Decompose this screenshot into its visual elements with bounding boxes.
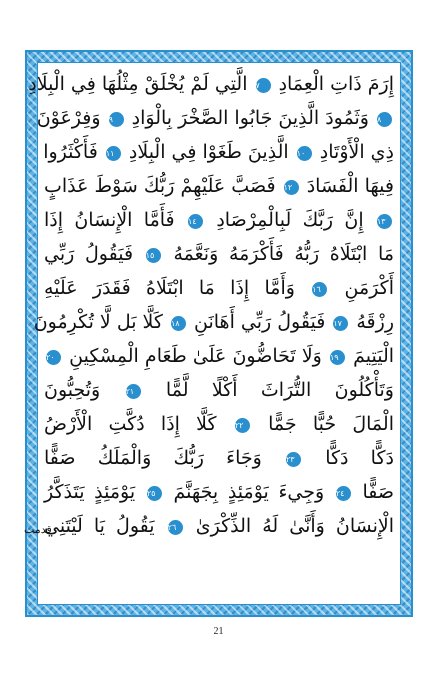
verse-text: يَقُولُ يَا لَيْتَنِي: [44, 515, 155, 537]
ayah-number-marker: ١٩: [330, 350, 345, 365]
text-line: [44, 169, 394, 203]
ayah-number-marker: ٢٥: [147, 486, 162, 501]
verse-text: وَأَمَّا إِذَا مَا ابْتَلَاهُ فَقَدَرَ عَلَيْهِ: [44, 277, 295, 299]
ayah-number-marker: ١٣: [377, 214, 392, 229]
ayah-number-marker: ١٧: [333, 316, 348, 331]
verse-text: صَفًّا: [362, 481, 395, 503]
ayah-number-marker: ٢٣: [286, 452, 301, 467]
text-line: [44, 407, 394, 441]
verse-text: فَأَمَّا الْإِنسَانُ إِذَا: [44, 209, 175, 231]
decorative-page-border: [25, 50, 413, 617]
verse-text: فَيَقُولُ رَبِّي: [44, 243, 134, 265]
verse-text: وَلَا تَحَاضُّونَ عَلَىٰ طَعَامِ الْمِسْكِينِ: [69, 345, 322, 367]
text-line: [33, 305, 394, 339]
text-line: [44, 475, 394, 509]
verse-text: الْيَتِيمَ: [353, 345, 395, 367]
ayah-number-marker: ١١: [106, 146, 121, 161]
text-line: [44, 237, 394, 271]
verse-text: كَلَّا إِذَا دُكَّتِ الْأَرْضُ: [44, 413, 217, 435]
text-panel: [28, 62, 401, 605]
verse-text: رِزْقَهُ: [356, 311, 394, 333]
text-line: [44, 441, 394, 475]
verse-text: دَكًّا دَكًّا: [325, 447, 394, 469]
verse-text: وَتَأْكُلُونَ التُّرَاثَ أَكْلًا لَّمًّا: [165, 379, 394, 401]
verse-text: مَا ابْتَلَاهُ رَبُّهُ فَأَكْرَمَهُ وَنَعَّمَهُ: [173, 243, 394, 265]
text-line: [28, 67, 394, 101]
verse-text: وَثَمُودَ الَّذِينَ جَابُوا الصَّخْرَ بِالْوَادِ: [131, 107, 369, 129]
catchword: قدمت: [24, 523, 52, 536]
ayah-number-marker: ٢١: [126, 384, 141, 399]
text-line: [44, 135, 394, 169]
verse-text: إِنَّ رَبَّكَ لَبِالْمِرْصَادِ: [216, 209, 364, 231]
verse-text: يَوْمَئِذٍ يَتَذَكَّرُ: [44, 481, 136, 503]
verse-text: الْإِنسَانُ وَأَنَّىٰ لَهُ الذِّكْرَىٰ: [195, 515, 395, 537]
text-line: [36, 101, 394, 135]
verse-text: وَفِرْعَوْنَ: [36, 107, 101, 129]
ayah-number-marker: ١٢: [284, 180, 299, 195]
text-line: [44, 339, 394, 373]
page-number: 21: [213, 626, 224, 637]
text-line: [44, 373, 394, 407]
ayah-number-marker: ١٥: [146, 248, 161, 263]
ayah-number-marker: ٢٦: [168, 520, 183, 535]
ayah-number-marker: ١٦: [312, 282, 327, 297]
verse-text: ذِي الْأَوْتَادِ: [319, 141, 394, 163]
verse-text: الَّتِي لَمْ يُخْلَقْ مِثْلُهَا فِي الْبِلَادِ: [28, 73, 248, 95]
verse-text: وَتُحِبُّونَ: [44, 379, 101, 401]
verse-text: وَجِيءَ يَوْمَئِذٍ بِجَهَنَّمَ: [173, 481, 325, 503]
verse-text: كَلَّا بَل لَّا تُكْرِمُونَ: [33, 311, 163, 333]
text-line: [44, 271, 394, 305]
verse-text: الَّذِينَ طَغَوْا فِي الْبِلَادِ: [128, 141, 289, 163]
ayah-number-marker: ٢٢: [235, 418, 250, 433]
ayah-number-marker: ١٠: [297, 146, 312, 161]
ayah-number-marker: ٢٠: [46, 350, 61, 365]
verse-text: إِرَمَ ذَاتِ الْعِمَادِ: [278, 73, 394, 95]
verse-text: أَكْرَمَنِ: [344, 277, 394, 299]
text-line: [44, 203, 394, 237]
verse-text: الْمَالَ حُبًّا جَمًّا: [268, 413, 394, 435]
verse-text: وَجَاءَ رَبُّكَ وَالْمَلَكُ صَفًّا: [44, 447, 262, 469]
verse-text: فَيَقُولُ رَبِّي أَهَانَنِ: [194, 311, 326, 333]
ayah-number-marker: ٢٤: [336, 486, 351, 501]
text-line: [44, 509, 394, 543]
ayah-number-marker: ٧: [256, 78, 271, 93]
ayah-number-marker: ٨: [377, 112, 392, 127]
verse-text: فَصَبَّ عَلَيْهِمْ رَبُّكَ سَوْطَ عَذَابٍ: [44, 175, 276, 197]
verse-text: فِيهَا الْفَسَادَ: [306, 175, 394, 197]
verse-text: فَأَكْثَرُوا: [43, 141, 98, 163]
ayah-number-marker: ١٤: [188, 214, 203, 229]
ayah-number-marker: ٩: [109, 112, 124, 127]
ayah-number-marker: ١٨: [171, 316, 186, 331]
